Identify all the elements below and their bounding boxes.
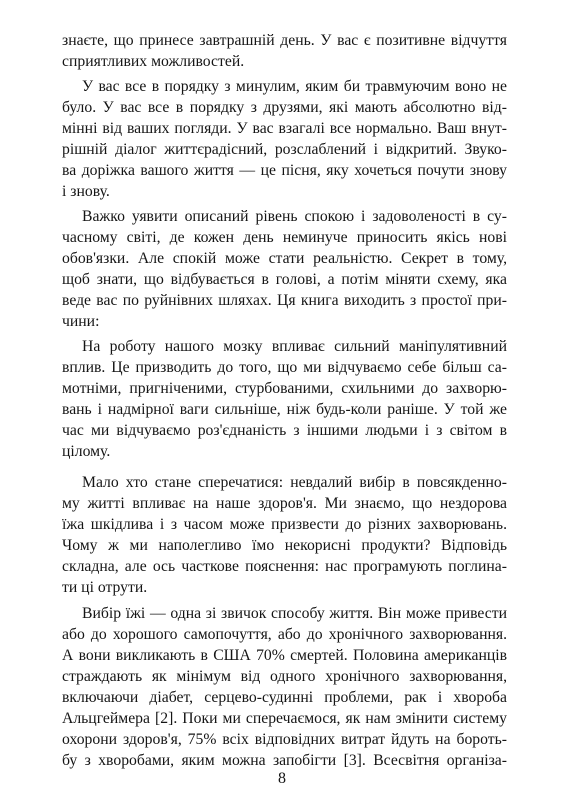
text-line: страждають як мінімум від одного хронічного захворювання, bbox=[62, 668, 507, 685]
text-line: рішній діалог життєрадісний, розслаблений і відкритий. Звуко- bbox=[62, 141, 507, 158]
text-line: На роботу нашого мозку впливає сильний маніпулятивний bbox=[82, 338, 507, 355]
text-line: ва доріжка вашого життя — це пісня, яку хочеться почути знову bbox=[62, 162, 507, 179]
text-line: їжа шкідлива і з часом може призвести до різних захворювань. bbox=[62, 516, 507, 533]
text-line: Мало хто стане сперечатися: невдалий вибір в повсякденно- bbox=[82, 474, 507, 491]
text-line: щоб знати, що відбувається в голові, а потім міняти схему, яка bbox=[62, 271, 507, 288]
text-line: вань і надмірної ваги сильніше, ніж будь-коли раніше. У той же bbox=[62, 401, 507, 418]
text-line: або до хорошого самопочуття, або до хронічного захворювання. bbox=[62, 626, 507, 643]
text-line: і знову. bbox=[62, 183, 110, 200]
page-number: 8 bbox=[278, 770, 286, 787]
text-line: А вони викликають в США 70% смертей. Половина американців bbox=[62, 647, 507, 664]
text-line: Альцгеймера [2]. Поки ми сперечаємося, як нам змінити систему bbox=[62, 710, 507, 727]
text-line: час ми відчуваємо роз'єднаність з іншими людьми і з світом в bbox=[62, 422, 507, 439]
text-line: Важко уявити описаний рівень спокою і задоволеності в су- bbox=[82, 208, 507, 225]
text-line: обов'язки. Але спокій може стати реальністю. Секрет в тому, bbox=[62, 250, 507, 267]
text-line: складна, але ось часткове пояснення: нас програмують поглина- bbox=[62, 558, 507, 575]
text-line: чини: bbox=[62, 313, 100, 330]
text-line: знаєте, що принесе завтрашній день. У вас є позитивне відчуття bbox=[62, 32, 507, 49]
text-line: У вас все в порядку з минулим, яким би травмуючим воно не bbox=[82, 78, 507, 95]
text-line: включаючи діабет, серцево-судинні проблеми, рак і хвороба bbox=[62, 689, 507, 706]
text-line: охорони здоров'я, 75% всіх відповідних витрат йдуть на бороть- bbox=[62, 731, 507, 748]
text-line: мотніми, пригніченими, стурбованими, схильними до захворю- bbox=[62, 380, 507, 397]
text-line: вплив. Це призводить до того, що ми відчуваємо себе більш са- bbox=[62, 359, 507, 376]
text-line: мінні від ваших погляди. У вас взагалі все нормально. Ваш внут- bbox=[62, 120, 507, 137]
text-line: му житті впливає на наше здоров'я. Ми знаємо, що нездорова bbox=[62, 495, 507, 512]
text-line: Чому ж ми наполегливо їмо некорисні продукти? Відповідь bbox=[62, 537, 507, 554]
text-line: часному світі, де кожен день неминуче приносить якісь нові bbox=[62, 229, 507, 246]
text-line: бу з хворобами, яким можна запобігти [3]. Всесвітня організа- bbox=[62, 752, 507, 769]
text-line: сприятливих можливостей. bbox=[62, 53, 245, 70]
text-line: цілому. bbox=[62, 443, 111, 460]
text-line: веде вас по руйнівних шляхах. Ця книга виходить з простої при- bbox=[62, 292, 507, 309]
text-line: було. У вас все в порядку з друзями, які мають абсолютно від- bbox=[62, 99, 507, 116]
text-line: Вибір їжі — одна зі звичок способу життя. Він може привести bbox=[82, 605, 507, 622]
text-line: ти ці отрути. bbox=[62, 579, 148, 596]
